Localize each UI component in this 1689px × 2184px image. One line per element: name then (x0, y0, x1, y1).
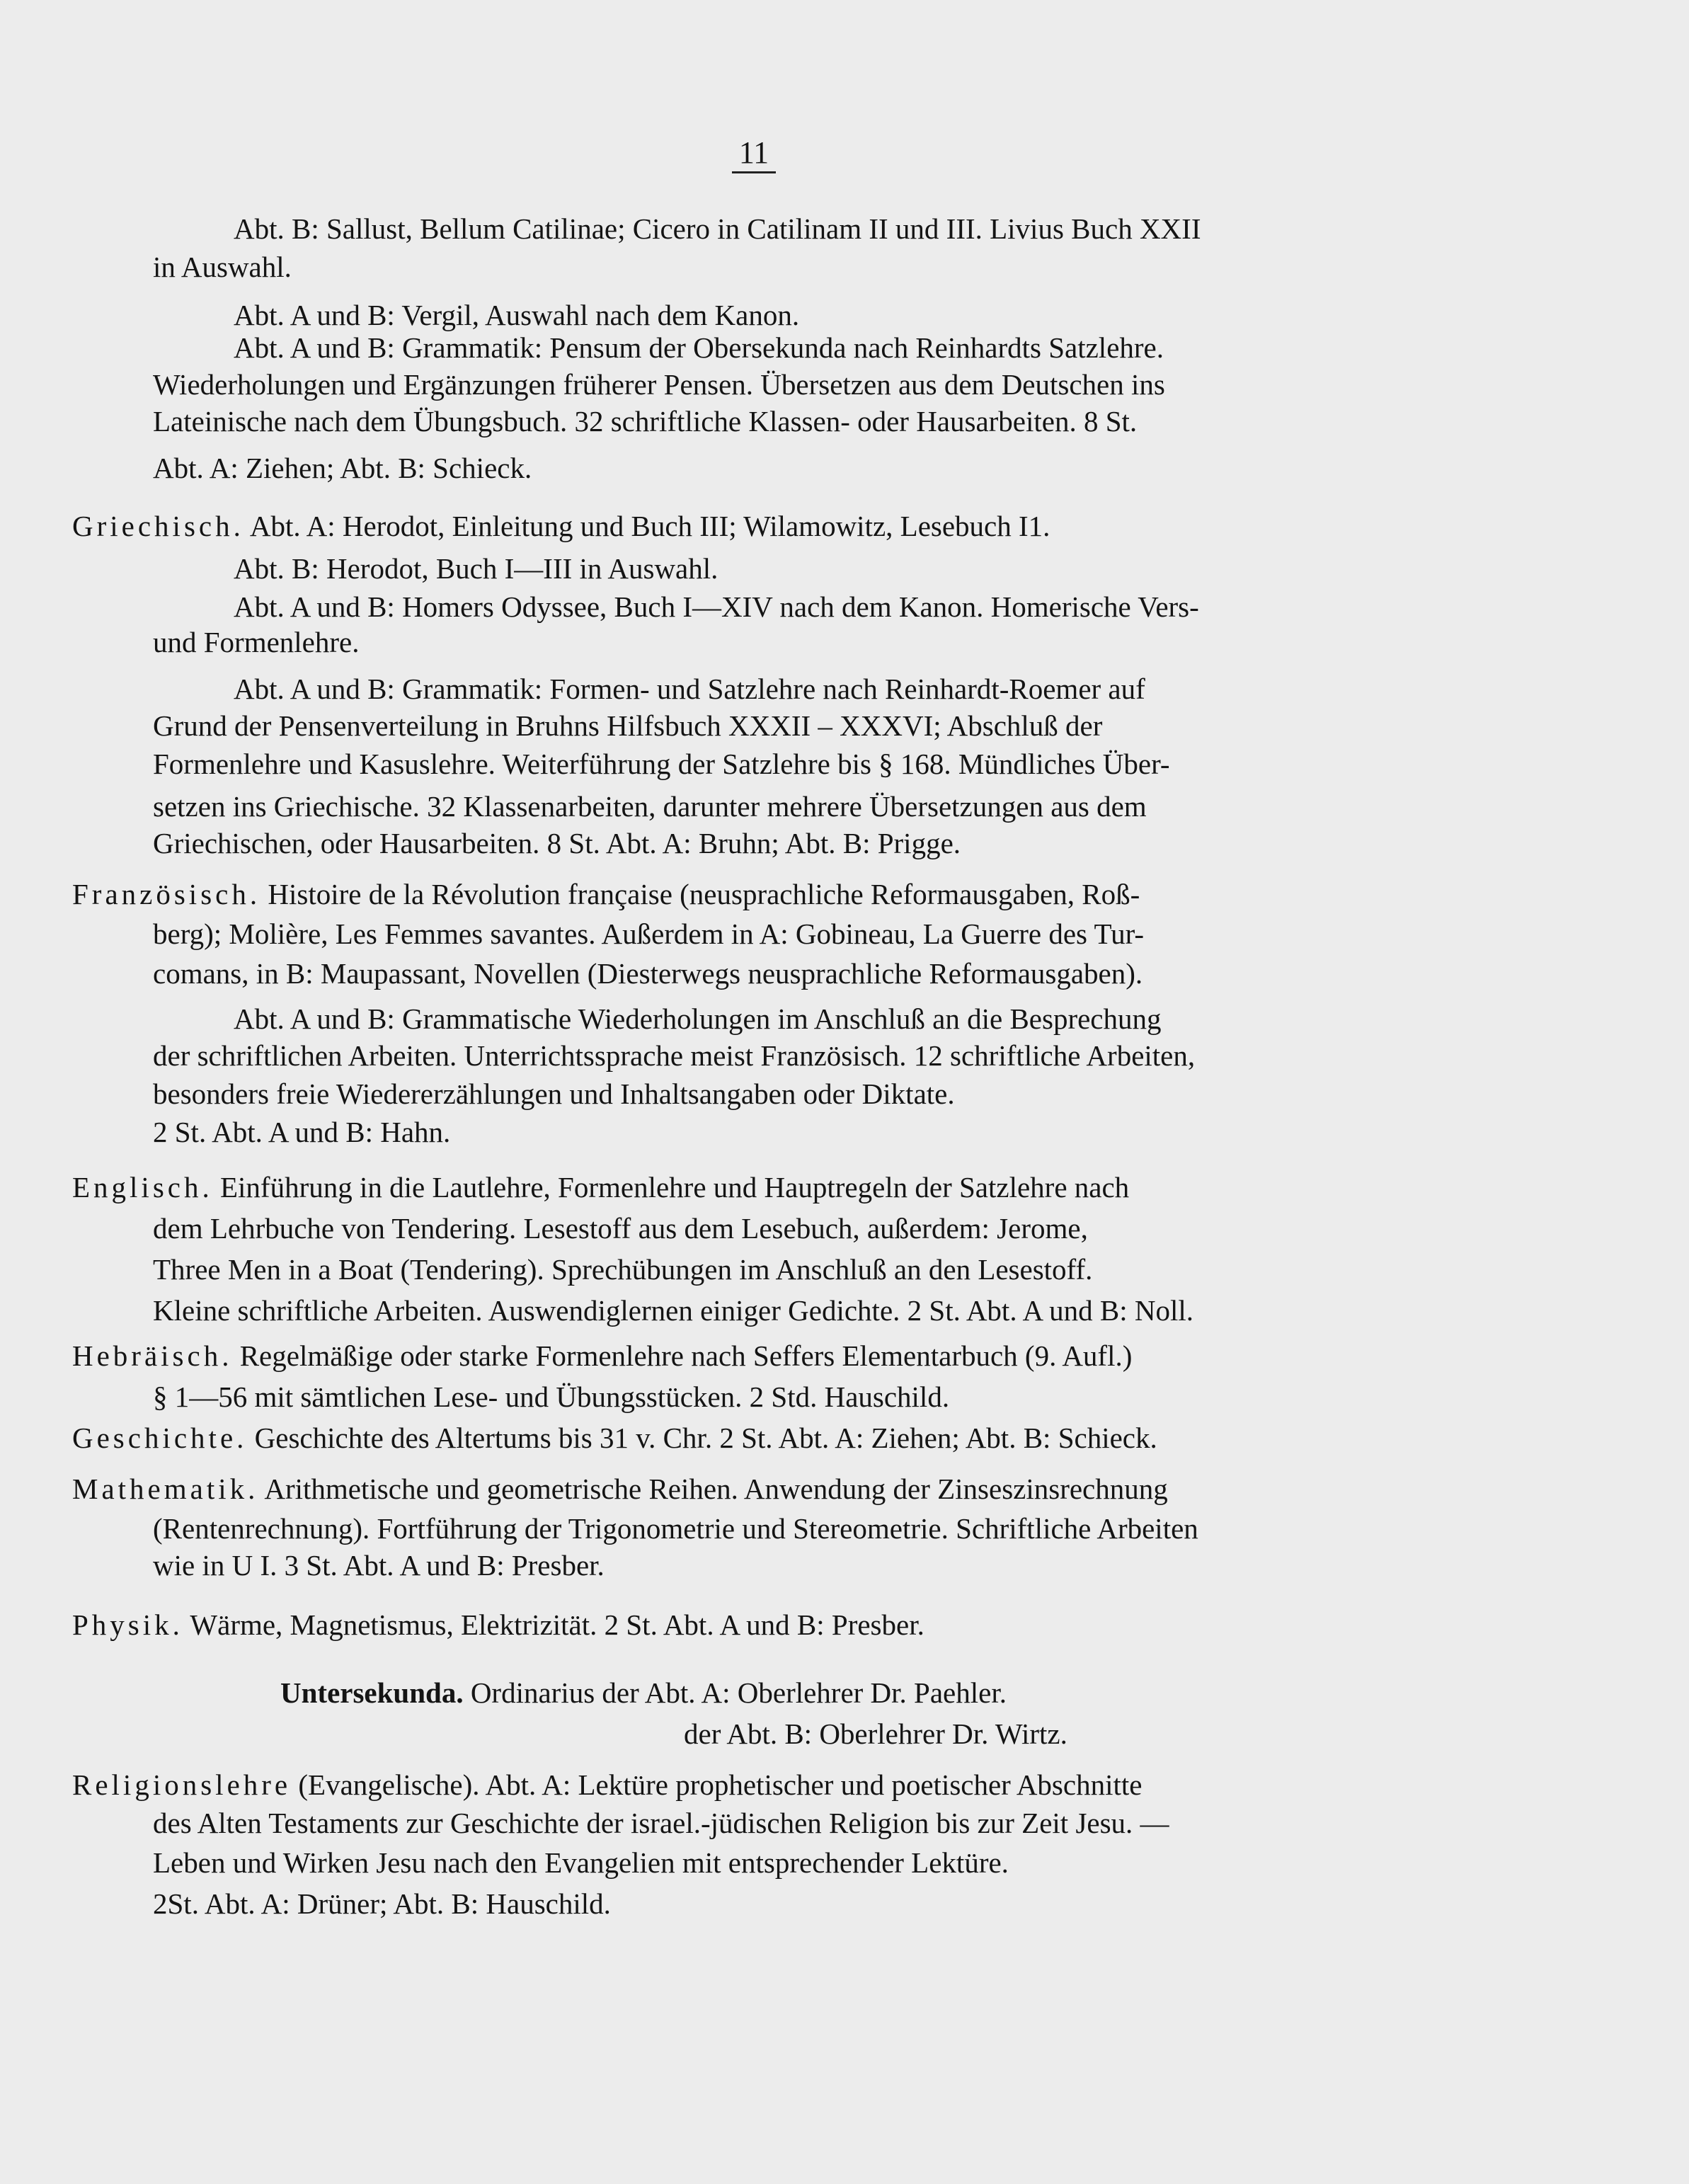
subject-entry-englisch (72, 1170, 1129, 1205)
text-line: Abt. A und B: Grammatik: Pensum der Obersekunda nach Reinhardts Satzlehre. (234, 331, 1164, 364)
text-line: Einführung in die Lautlehre, Formenlehre und Hauptregeln der Satzlehre nach (219, 1171, 1130, 1204)
text-line: Abt. A und B: Grammatische Wiederholungen im Anschluß an die Besprechung (234, 1002, 1162, 1035)
subject-label: Mathematik. (72, 1473, 259, 1505)
text-line: wie in U I. 3 St. Abt. A und B: Presber. (153, 1549, 605, 1582)
text-line: 2St. Abt. A: Drüner; Abt. B: Hauschild. (153, 1887, 611, 1920)
text-line: des Alten Testaments zur Geschichte der israel.-jüdischen Religion bis zur Zeit Jesu. — (153, 1807, 1169, 1839)
text-line: § 1—56 mit sämtlichen Lese- und Übungsstücken. 2 Std. Hauschild. (153, 1380, 950, 1413)
text-line: Wiederholungen und Ergänzungen früherer Pensen. Übersetzen aus dem Deutschen ins (153, 368, 1165, 401)
subject-entry-franzoesisch (72, 876, 1140, 912)
text-line: berg); Molière, Les Femmes savantes. Außerdem in A: Gobineau, La Guerre des Tur- (153, 917, 1145, 950)
subject-label: Englisch. (72, 1171, 213, 1204)
subject-label: Französisch. (72, 878, 261, 910)
text-line: Grund der Pensenverteilung in Bruhns Hilfsbuch XXXII – XXXVI; Abschluß der (153, 709, 1103, 742)
text-line: Geschichte des Altertums bis 31 v. Chr. 2 St. Abt. A: Ziehen; Abt. B: Schieck. (254, 1422, 1157, 1454)
text-line: und Formenlehre. (153, 626, 360, 658)
text-line: 2 St. Abt. A und B: Hahn. (153, 1116, 451, 1148)
text-line: Abt. B: Herodot, Buch I—III in Auswahl. (234, 552, 718, 585)
subject-label: Griechisch. (72, 510, 244, 542)
text-line: der Abt. B: Oberlehrer Dr. Wirtz. (684, 1717, 1067, 1750)
text-line: Abt. A und B: Homers Odyssee, Buch I—XIV nach dem Kanon. Homerische Vers- (234, 590, 1199, 623)
text-line: comans, in B: Maupassant, Novellen (Diesterwegs neusprachliche Reformausgaben). (153, 957, 1143, 990)
text-line: Griechischen, oder Hausarbeiten. 8 St. Abt. A: Bruhn; Abt. B: Prigge. (153, 827, 961, 859)
text-line: Lateinische nach dem Übungsbuch. 32 schriftliche Klassen- oder Hausarbeiten. 8 St. (153, 405, 1138, 438)
text-line: (Rentenrechnung). Fortführung der Trigonometrie und Stereometrie. Schriftliche Arbeiten (153, 1512, 1198, 1545)
text-line: besonders freie Wiedererzählungen und Inhaltsangaben oder Diktate. (153, 1077, 955, 1110)
subject-entry-physik (72, 1607, 924, 1642)
text-line: (Evangelische). Abt. A: Lektüre prophetischer und poetischer Abschnitte (298, 1768, 1143, 1801)
class-heading-untersekunda (280, 1675, 1007, 1710)
subject-entry-religion (72, 1767, 1142, 1802)
section-heading: Untersekunda. (280, 1676, 464, 1709)
text-line: Arithmetische und geometrische Reihen. Anwendung der Zinseszinsrechnung (264, 1473, 1168, 1505)
subject-entry-geschichte (72, 1420, 1157, 1456)
text-line: Abt. A und B: Vergil, Auswahl nach dem Kanon. (234, 299, 800, 331)
text-line: setzen ins Griechische. 32 Klassenarbeiten, darunter mehrere Übersetzungen aus dem (153, 790, 1147, 823)
subject-label: Hebräisch. (72, 1339, 233, 1372)
text-line: dem Lehrbuche von Tendering. Lesestoff aus dem Lesebuch, außerdem: Jerome, (153, 1212, 1088, 1245)
subject-label: Religionslehre (72, 1768, 292, 1801)
page-number: 11 (0, 135, 1508, 171)
text-line: der schriftlichen Arbeiten. Unterrichtssprache meist Französisch. 12 schriftliche Arbeiten, (153, 1039, 1196, 1072)
text-line: Leben und Wirken Jesu nach den Evangelien mit entsprechender Lektüre. (153, 1846, 1009, 1879)
text-line: Abt. A und B: Grammatik: Formen- und Satzlehre nach Reinhardt-Roemer auf (234, 673, 1145, 705)
text-line: in Auswahl. (153, 251, 292, 283)
text-line: Regelmäßige oder starke Formenlehre nach Seffers Elementarbuch (9. Aufl.) (239, 1339, 1133, 1372)
text-line: Three Men in a Boat (Tendering). Sprechübungen im Anschluß an den Lesestoff. (153, 1253, 1093, 1286)
text-line: Ordinarius der Abt. A: Oberlehrer Dr. Paehler. (470, 1676, 1007, 1709)
subject-label: Geschichte. (72, 1422, 248, 1454)
subject-entry-griechisch (72, 508, 1050, 544)
text-line: Wärme, Magnetismus, Elektrizität. 2 St. Abt. A und B: Presber. (190, 1608, 924, 1641)
subject-entry-mathematik (72, 1471, 1168, 1506)
subject-entry-hebraeisch (72, 1338, 1132, 1373)
text-line: Abt. B: Sallust, Bellum Catilinae; Cicero in Catilinam II und III. Livius Buch XXII (234, 212, 1201, 245)
text-line: Kleine schriftliche Arbeiten. Auswendiglernen einiger Gedichte. 2 St. Abt. A und B: Noll. (153, 1294, 1194, 1327)
subject-label: Physik. (72, 1608, 183, 1641)
text-line: Abt. A: Herodot, Einleitung und Buch III; Wilamowitz, Lesebuch I1. (249, 510, 1050, 542)
text-line: Histoire de la Révolution française (neusprachliche Reformausgaben, Roß- (268, 878, 1140, 910)
text-line: Abt. A: Ziehen; Abt. B: Schieck. (153, 452, 532, 484)
text-line: Formenlehre und Kasuslehre. Weiterführung der Satzlehre bis § 168. Mündliches Über- (153, 748, 1170, 780)
